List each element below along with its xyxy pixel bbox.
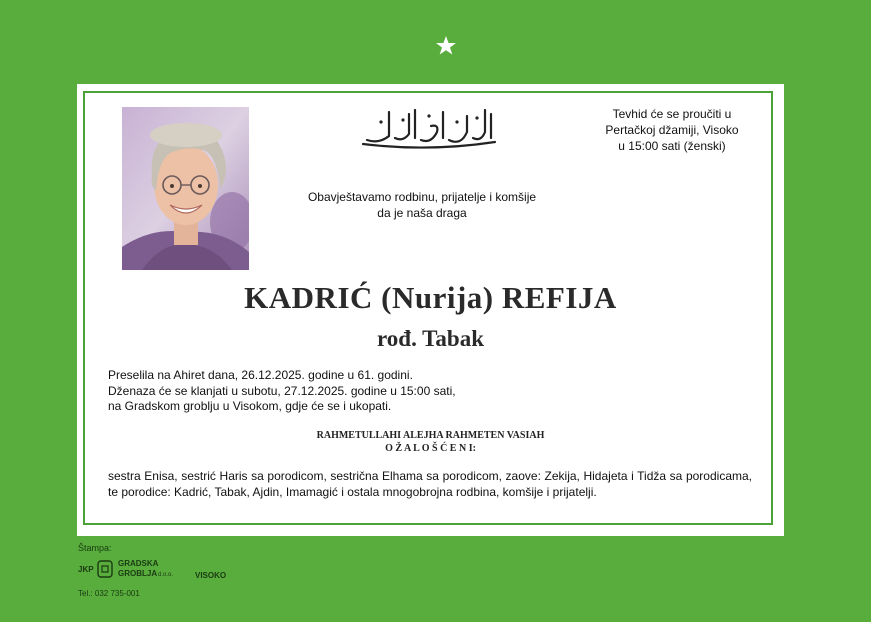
notice-line: Obavještavamo rodbinu, prijatelje i komšije <box>307 190 537 204</box>
deceased-name: KADRIĆ (Nurija) REFIJA <box>244 280 617 315</box>
company-logo-icon <box>97 560 113 578</box>
details-line: Preselila na Ahiret dana, 26.12.2025. godine u 61. godini. <box>108 368 413 382</box>
company-city: VISOKO <box>195 571 227 580</box>
print-label: Štampa: <box>78 543 112 553</box>
tevhid-line: u 15:00 sati (ženski) <box>618 139 726 153</box>
rahmet-heading <box>77 429 784 455</box>
printer-credit <box>78 543 248 605</box>
crescent-star-icon <box>398 12 468 76</box>
details-line: na Gradskom groblju u Visokom, gdje će se i ukopati. <box>108 399 392 413</box>
notice-line: da je naša draga <box>377 206 467 220</box>
company-name-line: GROBLJA <box>118 569 158 578</box>
tevhid-info <box>582 106 762 154</box>
arabic-calligraphy-icon <box>359 102 499 150</box>
funeral-details <box>108 368 548 415</box>
tevhid-line: Pertačkoj džamiji, Visoko <box>605 123 739 137</box>
company-phone: Tel.: 032 735-001 <box>78 589 140 598</box>
rahmet-line: RAHMETULLAHI ALEJHA RAHMETEN VASIAH <box>316 430 545 441</box>
maiden-name: rođ. Tabak <box>377 326 484 351</box>
notice-text <box>277 189 567 221</box>
tevhid-line: Tevhid će se proučiti u <box>612 107 732 121</box>
obituary-card <box>77 84 784 536</box>
portrait-photo <box>122 107 249 270</box>
company-suffix: d.o.o. <box>158 572 174 578</box>
mourners-heading: O Ž A L O Š Ć E N I: <box>385 443 476 454</box>
details-line: Dženaza će se klanjati u subotu, 27.12.2025. godine u 15:00 sati, <box>108 383 456 398</box>
company-jkp: JKP <box>78 565 94 574</box>
mourners-list: sestra Enisa, sestrić Haris sa porodicom, sestrična Elhama sa porodicom, zaove: Zekija, Hidajeta i Tidža sa porodicama, te porodice: Kadrić, Tabak, Ajdin, Imamagić i ostala mnogobrojna rodbina, komšije i prijatelji. <box>108 469 752 499</box>
company-name-line: GRADSKA <box>118 559 159 568</box>
